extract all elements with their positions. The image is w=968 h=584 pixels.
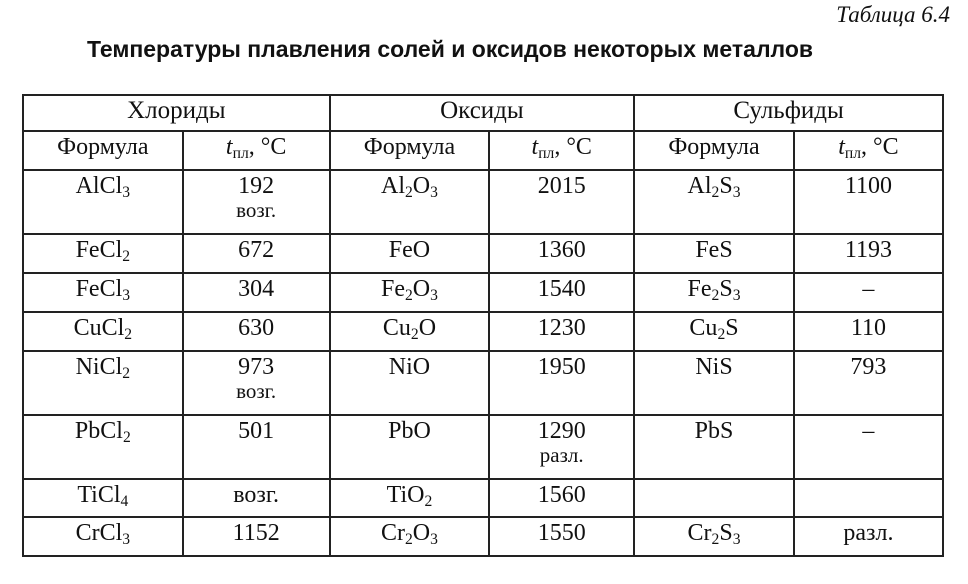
formula-cell-sulfides	[634, 479, 794, 518]
table-row	[23, 273, 943, 312]
column-header-formula-chlorides: Формула	[23, 131, 183, 170]
formula-cell-chlorides: TiCl4	[23, 479, 183, 518]
formula-cell-chlorides: FeCl3	[23, 273, 183, 312]
formula-cell-sulfides: FeS	[634, 234, 794, 273]
melting-point-cell-sulfides: 110	[794, 312, 943, 351]
melting-point-cell-oxides: 1290 разл.	[489, 415, 634, 479]
melting-points-table	[22, 94, 944, 557]
melting-point-cell-sulfides: 1100	[794, 170, 943, 234]
formula-cell-sulfides: Cu2S	[634, 312, 794, 351]
table-row	[23, 517, 943, 556]
melting-point-cell-sulfides: разл.	[794, 517, 943, 556]
melting-point-cell-chlorides: возг.	[183, 479, 330, 518]
group-header-oxides: Оксиды	[330, 95, 635, 131]
formula-cell-sulfides: Al2S3	[634, 170, 794, 234]
table-row	[23, 234, 943, 273]
cell-note: возг.	[236, 197, 277, 222]
table-row	[23, 351, 943, 415]
melting-point-cell-chlorides: 192 возг.	[183, 170, 330, 234]
column-header-temp-sulfides: tпл, °C	[794, 131, 943, 170]
melting-point-cell-chlorides: 973 возг.	[183, 351, 330, 415]
melting-point-cell-oxides: 1540	[489, 273, 634, 312]
column-header-temp-oxides: tпл, °C	[489, 131, 634, 170]
cell-note: возг.	[236, 378, 277, 403]
group-header-chlorides: Хлориды	[23, 95, 330, 131]
melting-point-cell-chlorides: 672	[183, 234, 330, 273]
melting-point-cell-sulfides: 793	[794, 351, 943, 415]
melting-point-cell-oxides: 1230	[489, 312, 634, 351]
formula-cell-sulfides: NiS	[634, 351, 794, 415]
formula-cell-chlorides: NiCl2	[23, 351, 183, 415]
melting-point-cell-oxides: 1550	[489, 517, 634, 556]
column-header-formula-sulfides: Формула	[634, 131, 794, 170]
formula-cell-chlorides: FeCl2	[23, 234, 183, 273]
column-header-temp-chlorides: tпл, °C	[183, 131, 330, 170]
melting-point-cell-chlorides: 304	[183, 273, 330, 312]
formula-cell-oxides: TiO2	[330, 479, 490, 518]
formula-cell-chlorides: CrCl3	[23, 517, 183, 556]
formula-cell-oxides: Al2O3	[330, 170, 490, 234]
table-row	[23, 312, 943, 351]
melting-point-cell-sulfides: –	[794, 415, 943, 479]
formula-cell-oxides: Cu2O	[330, 312, 490, 351]
column-header-formula-oxides: Формула	[330, 131, 490, 170]
formula-cell-chlorides: CuCl2	[23, 312, 183, 351]
melting-point-cell-chlorides: 1152	[183, 517, 330, 556]
table-title: Температуры плавления солей и оксидов некоторых металлов	[86, 36, 814, 62]
formula-cell-sulfides: Fe2S3	[634, 273, 794, 312]
melting-point-cell-oxides: 1560	[489, 479, 634, 518]
group-header-row	[23, 95, 943, 131]
formula-cell-oxides: FeO	[330, 234, 490, 273]
melting-point-cell-oxides: 1950	[489, 351, 634, 415]
melting-point-cell-chlorides: 630	[183, 312, 330, 351]
melting-point-cell-oxides: 2015	[489, 170, 634, 234]
formula-cell-oxides: Cr2O3	[330, 517, 490, 556]
table-row	[23, 479, 943, 518]
formula-cell-chlorides: PbCl2	[23, 415, 183, 479]
formula-cell-chlorides: AlCl3	[23, 170, 183, 234]
table-row	[23, 170, 943, 234]
formula-cell-oxides: Fe2O3	[330, 273, 490, 312]
formula-cell-sulfides: PbS	[634, 415, 794, 479]
melting-point-cell-chlorides: 501	[183, 415, 330, 479]
formula-cell-oxides: NiO	[330, 351, 490, 415]
cell-note: разл.	[539, 442, 584, 467]
table-body	[23, 170, 943, 556]
melting-point-cell-sulfides	[794, 479, 943, 518]
table-row	[23, 415, 943, 479]
melting-point-cell-oxides: 1360	[489, 234, 634, 273]
melting-point-cell-sulfides: –	[794, 273, 943, 312]
group-header-sulfides: Сульфиды	[634, 95, 943, 131]
formula-cell-sulfides: Cr2S3	[634, 517, 794, 556]
formula-cell-oxides: PbO	[330, 415, 490, 479]
column-header-row	[23, 131, 943, 170]
melting-point-cell-sulfides: 1193	[794, 234, 943, 273]
table-number: Таблица 6.4	[836, 2, 950, 27]
